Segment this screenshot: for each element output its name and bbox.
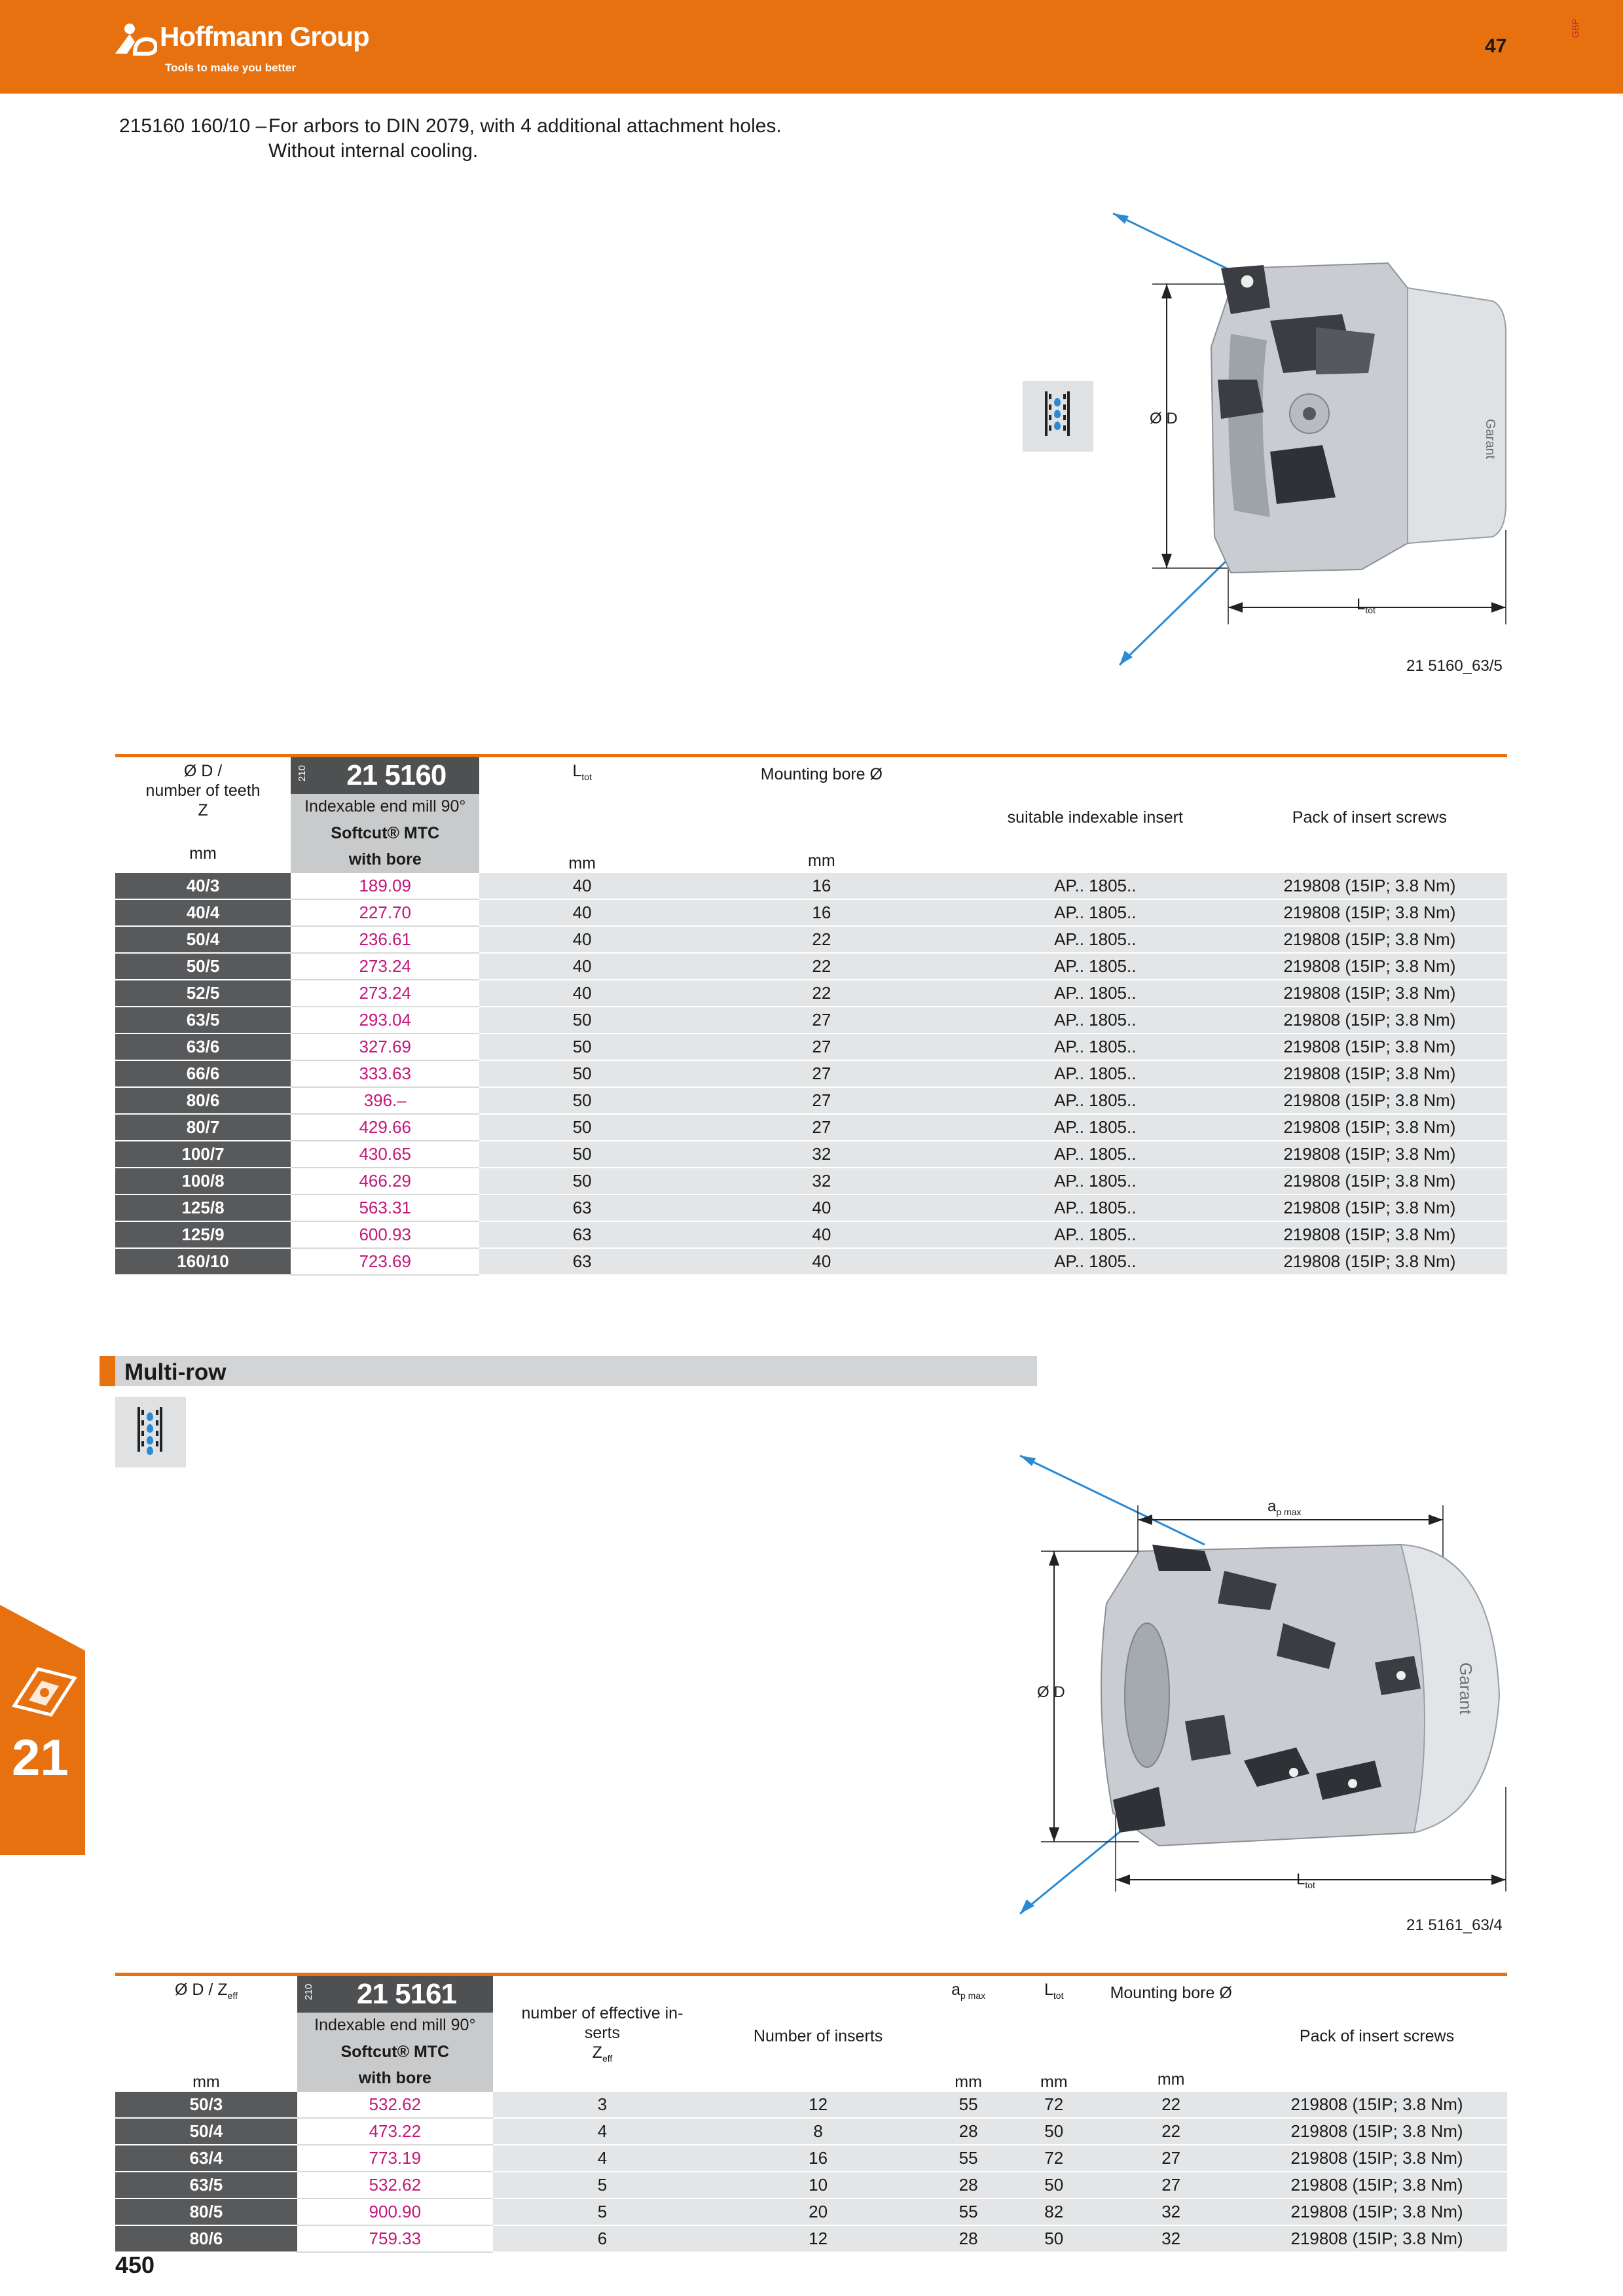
t2-head-inserts: Number of inserts bbox=[712, 1975, 924, 2092]
table-row bbox=[115, 2172, 1507, 2198]
table-row bbox=[115, 2225, 1507, 2252]
row-diameter: 52/5 bbox=[115, 980, 291, 1007]
row-insert: AP.. 1805.. bbox=[958, 980, 1232, 1007]
row-diameter: 125/9 bbox=[115, 1221, 291, 1248]
row-price: 429.66 bbox=[291, 1114, 479, 1141]
end-mill-figure-2 bbox=[1008, 1446, 1519, 1924]
row-bore: 40 bbox=[685, 1221, 958, 1248]
row-bore: 16 bbox=[685, 873, 958, 899]
table-row bbox=[115, 1060, 1507, 1087]
row-bore: 22 bbox=[1095, 2092, 1247, 2118]
row-screws: 219808 (15IP; 3.8 Nm) bbox=[1247, 2092, 1507, 2118]
row-insert: AP.. 1805.. bbox=[958, 926, 1232, 953]
table-row bbox=[115, 953, 1507, 980]
row-bore: 32 bbox=[1095, 2225, 1247, 2252]
row-diameter: 100/8 bbox=[115, 1168, 291, 1194]
row-effective: 5 bbox=[493, 2172, 712, 2198]
row-insert: AP.. 1805.. bbox=[958, 1168, 1232, 1194]
row-inserts: 20 bbox=[712, 2198, 924, 2225]
row-price: 600.93 bbox=[291, 1221, 479, 1248]
row-ap: 28 bbox=[924, 2225, 1012, 2252]
row-diameter: 40/4 bbox=[115, 899, 291, 926]
row-length: 50 bbox=[1012, 2172, 1095, 2198]
row-diameter: 100/7 bbox=[115, 1141, 291, 1168]
language-code: GBP bbox=[1570, 18, 1580, 38]
row-length: 40 bbox=[479, 926, 684, 953]
row-price: 327.69 bbox=[291, 1033, 479, 1060]
t2-head-ltot: $L_{tot}$ mm bbox=[1012, 1975, 1095, 2092]
row-screws: 219808 (15IP; 3.8 Nm) bbox=[1232, 926, 1507, 953]
table-row bbox=[115, 1007, 1507, 1033]
table-row bbox=[115, 1114, 1507, 1141]
table-row bbox=[115, 1168, 1507, 1194]
row-length: 50 bbox=[479, 1007, 684, 1033]
row-bore: 40 bbox=[685, 1248, 958, 1275]
figure-2-length-label: $L_{tot}$ bbox=[1296, 1871, 1315, 1890]
row-price: 189.09 bbox=[291, 873, 479, 899]
row-diameter: 50/5 bbox=[115, 953, 291, 980]
row-bore: 16 bbox=[685, 899, 958, 926]
figure-1-caption: 21 5160_63/5 bbox=[1406, 657, 1503, 675]
row-bore: 27 bbox=[685, 1007, 958, 1033]
table-row bbox=[115, 1033, 1507, 1060]
row-length: 50 bbox=[479, 1168, 684, 1194]
row-insert: AP.. 1805.. bbox=[958, 1060, 1232, 1087]
row-ap: 28 bbox=[924, 2172, 1012, 2198]
row-inserts: 12 bbox=[712, 2092, 924, 2118]
row-bore: 32 bbox=[685, 1141, 958, 1168]
row-length: 72 bbox=[1012, 2092, 1095, 2118]
table-row bbox=[115, 1248, 1507, 1275]
table-row bbox=[115, 2118, 1507, 2145]
row-diameter: 80/6 bbox=[115, 1087, 291, 1114]
row-effective: 5 bbox=[493, 2198, 712, 2225]
row-insert: AP.. 1805.. bbox=[958, 1221, 1232, 1248]
section-title: Multi-row bbox=[124, 1359, 227, 1385]
table-row bbox=[115, 873, 1507, 899]
row-diameter: 63/5 bbox=[115, 2172, 297, 2198]
row-bore: 32 bbox=[685, 1168, 958, 1194]
internal-cooling-icon bbox=[115, 1397, 186, 1467]
row-screws: 219808 (15IP; 3.8 Nm) bbox=[1232, 1141, 1507, 1168]
t1-head-screws: Pack of insert screws bbox=[1232, 756, 1507, 874]
row-ap: 55 bbox=[924, 2092, 1012, 2118]
row-price: 563.31 bbox=[291, 1194, 479, 1221]
row-bore: 27 bbox=[1095, 2145, 1247, 2172]
row-inserts: 12 bbox=[712, 2225, 924, 2252]
table-row bbox=[115, 899, 1507, 926]
row-inserts: 16 bbox=[712, 2145, 924, 2172]
t2-small-code: 210 bbox=[297, 1975, 320, 2013]
t1-small-code: 210 bbox=[291, 756, 313, 794]
row-length: 63 bbox=[479, 1248, 684, 1275]
row-screws: 219808 (15IP; 3.8 Nm) bbox=[1232, 980, 1507, 1007]
row-bore: 22 bbox=[1095, 2118, 1247, 2145]
row-screws: 219808 (15IP; 3.8 Nm) bbox=[1247, 2225, 1507, 2252]
t1-head-ltot: $L_{tot}$ mm bbox=[479, 756, 684, 874]
row-effective: 4 bbox=[493, 2145, 712, 2172]
row-diameter: 50/4 bbox=[115, 2118, 297, 2145]
row-screws: 219808 (15IP; 3.8 Nm) bbox=[1232, 1168, 1507, 1194]
row-insert: AP.. 1805.. bbox=[958, 953, 1232, 980]
row-length: 50 bbox=[479, 1141, 684, 1168]
row-screws: 219808 (15IP; 3.8 Nm) bbox=[1247, 2118, 1507, 2145]
row-screws: 219808 (15IP; 3.8 Nm) bbox=[1247, 2172, 1507, 2198]
figure-1-diameter-label: Ø D bbox=[1150, 410, 1178, 427]
row-length: 82 bbox=[1012, 2198, 1095, 2225]
row-bore: 40 bbox=[685, 1194, 958, 1221]
row-bore: 27 bbox=[1095, 2172, 1247, 2198]
row-insert: AP.. 1805.. bbox=[958, 873, 1232, 899]
row-length: 50 bbox=[1012, 2118, 1095, 2145]
row-insert: AP.. 1805.. bbox=[958, 1007, 1232, 1033]
row-insert: AP.. 1805.. bbox=[958, 1248, 1232, 1275]
row-screws: 219808 (15IP; 3.8 Nm) bbox=[1232, 1221, 1507, 1248]
row-insert: AP.. 1805.. bbox=[958, 1087, 1232, 1114]
table-row bbox=[115, 1087, 1507, 1114]
row-screws: 219808 (15IP; 3.8 Nm) bbox=[1232, 899, 1507, 926]
row-length: 40 bbox=[479, 873, 684, 899]
intro-code: 215160 160/10 – bbox=[119, 115, 267, 137]
figure-2-diameter-label: Ø D bbox=[1037, 1683, 1065, 1701]
row-length: 50 bbox=[1012, 2225, 1095, 2252]
t2-head-ap: $a_{p max}$ mm bbox=[924, 1975, 1012, 2092]
t2-head-screws: Pack of insert screws bbox=[1247, 1975, 1507, 2092]
figure-2-brand-mark: Garant bbox=[1456, 1662, 1476, 1715]
row-bore: 22 bbox=[685, 953, 958, 980]
row-screws: 219808 (15IP; 3.8 Nm) bbox=[1232, 1248, 1507, 1275]
row-ap: 55 bbox=[924, 2198, 1012, 2225]
row-ap: 28 bbox=[924, 2118, 1012, 2145]
t2-head-effective: number of effective in- serts $Z_{eff}$ bbox=[493, 1975, 712, 2092]
row-diameter: 66/6 bbox=[115, 1060, 291, 1087]
t2-desc-3: with bore bbox=[297, 2065, 493, 2092]
t1-desc-2: Softcut® MTC bbox=[291, 820, 479, 846]
intro-line-2: Without internal cooling. bbox=[268, 140, 479, 162]
brand-tagline: Tools to make you better bbox=[165, 62, 296, 74]
row-price: 473.22 bbox=[297, 2118, 493, 2145]
row-price: 430.65 bbox=[291, 1141, 479, 1168]
row-insert: AP.. 1805.. bbox=[958, 1114, 1232, 1141]
row-price: 466.29 bbox=[291, 1168, 479, 1194]
row-diameter: 80/7 bbox=[115, 1114, 291, 1141]
row-insert: AP.. 1805.. bbox=[958, 1194, 1232, 1221]
intro-line-1: For arbors to DIN 2079, with 4 additional attachment holes. bbox=[268, 115, 782, 137]
row-diameter: 63/5 bbox=[115, 1007, 291, 1033]
brand-name: Hoffmann Group bbox=[160, 21, 369, 52]
t1-desc-1: Indexable end mill 90° bbox=[291, 794, 479, 820]
row-price: 333.63 bbox=[291, 1060, 479, 1087]
row-price: 236.61 bbox=[291, 926, 479, 953]
figure-1-brand-mark: Garant bbox=[1483, 419, 1497, 459]
row-length: 63 bbox=[479, 1194, 684, 1221]
row-price: 273.24 bbox=[291, 980, 479, 1007]
table-row bbox=[115, 2198, 1507, 2225]
row-insert: AP.. 1805.. bbox=[958, 1141, 1232, 1168]
table-row bbox=[115, 926, 1507, 953]
row-effective: 3 bbox=[493, 2092, 712, 2118]
row-ap: 55 bbox=[924, 2145, 1012, 2172]
page-header bbox=[0, 0, 1623, 94]
figure-1-length-label: $L_{tot}$ bbox=[1357, 596, 1376, 615]
figure-2-ap-label: $a_{p max}$ bbox=[1267, 1498, 1302, 1517]
row-bore: 27 bbox=[685, 1060, 958, 1087]
row-price: 759.33 bbox=[297, 2225, 493, 2252]
page-number-top: 47 bbox=[1485, 35, 1507, 57]
row-diameter: 63/4 bbox=[115, 2145, 297, 2172]
table-row bbox=[115, 1141, 1507, 1168]
row-bore: 27 bbox=[685, 1087, 958, 1114]
row-diameter: 80/6 bbox=[115, 2225, 297, 2252]
row-screws: 219808 (15IP; 3.8 Nm) bbox=[1247, 2198, 1507, 2225]
page-number-bottom: 450 bbox=[115, 2251, 155, 2278]
t1-head-insert: suitable indexable insert bbox=[958, 756, 1232, 874]
row-bore: 32 bbox=[1095, 2198, 1247, 2225]
end-mill-figure-1 bbox=[1100, 203, 1519, 674]
row-price: 273.24 bbox=[291, 953, 479, 980]
row-length: 72 bbox=[1012, 2145, 1095, 2172]
row-diameter: 40/3 bbox=[115, 873, 291, 899]
row-screws: 219808 (15IP; 3.8 Nm) bbox=[1232, 1060, 1507, 1087]
hoffmann-logo-icon bbox=[113, 22, 157, 56]
row-price: 773.19 bbox=[297, 2145, 493, 2172]
row-length: 40 bbox=[479, 899, 684, 926]
row-screws: 219808 (15IP; 3.8 Nm) bbox=[1232, 1087, 1507, 1114]
row-diameter: 125/8 bbox=[115, 1194, 291, 1221]
t2-head-diameter: Ø D / $Z_{eff}$ mm bbox=[115, 1975, 297, 2092]
t1-head-diameter: Ø D / number of teeth Z mm bbox=[115, 756, 291, 874]
row-price: 532.62 bbox=[297, 2092, 493, 2118]
row-screws: 219808 (15IP; 3.8 Nm) bbox=[1232, 1194, 1507, 1221]
row-length: 50 bbox=[479, 1060, 684, 1087]
row-diameter: 50/4 bbox=[115, 926, 291, 953]
product-intro bbox=[119, 114, 782, 164]
table-215160 bbox=[115, 754, 1507, 1276]
row-length: 40 bbox=[479, 980, 684, 1007]
table-row bbox=[115, 980, 1507, 1007]
row-price: 900.90 bbox=[297, 2198, 493, 2225]
row-inserts: 8 bbox=[712, 2118, 924, 2145]
row-price: 532.62 bbox=[297, 2172, 493, 2198]
no-internal-cooling-icon bbox=[1023, 381, 1093, 452]
row-screws: 219808 (15IP; 3.8 Nm) bbox=[1232, 873, 1507, 899]
table-row bbox=[115, 2145, 1507, 2172]
row-bore: 27 bbox=[685, 1114, 958, 1141]
row-screws: 219808 (15IP; 3.8 Nm) bbox=[1232, 1033, 1507, 1060]
t2-head-bore: Mounting bore Ø mm bbox=[1095, 1975, 1247, 2092]
figure-2-caption: 21 5161_63/4 bbox=[1406, 1916, 1503, 1934]
row-price: 293.04 bbox=[291, 1007, 479, 1033]
t2-product-code: 21 5161 bbox=[320, 1975, 493, 2013]
row-diameter: 63/6 bbox=[115, 1033, 291, 1060]
table-row bbox=[115, 1221, 1507, 1248]
row-bore: 27 bbox=[685, 1033, 958, 1060]
row-price: 227.70 bbox=[291, 899, 479, 926]
row-insert: AP.. 1805.. bbox=[958, 1033, 1232, 1060]
t1-head-bore: Mounting bore Ø mm bbox=[685, 756, 958, 874]
row-bore: 22 bbox=[685, 926, 958, 953]
row-diameter: 80/5 bbox=[115, 2198, 297, 2225]
t1-desc-3: with bore bbox=[291, 846, 479, 873]
row-length: 50 bbox=[479, 1033, 684, 1060]
row-length: 40 bbox=[479, 953, 684, 980]
t1-product-code: 21 5160 bbox=[313, 756, 479, 794]
row-inserts: 10 bbox=[712, 2172, 924, 2198]
row-length: 50 bbox=[479, 1087, 684, 1114]
row-screws: 219808 (15IP; 3.8 Nm) bbox=[1247, 2145, 1507, 2172]
row-length: 50 bbox=[479, 1114, 684, 1141]
row-screws: 219808 (15IP; 3.8 Nm) bbox=[1232, 1114, 1507, 1141]
row-effective: 4 bbox=[493, 2118, 712, 2145]
row-screws: 219808 (15IP; 3.8 Nm) bbox=[1232, 953, 1507, 980]
t2-desc-1: Indexable end mill 90° bbox=[297, 2013, 493, 2039]
chapter-number: 21 bbox=[12, 1729, 69, 1786]
row-length: 63 bbox=[479, 1221, 684, 1248]
table-row bbox=[115, 1194, 1507, 1221]
t2-desc-2: Softcut® MTC bbox=[297, 2039, 493, 2065]
row-price: 396.– bbox=[291, 1087, 479, 1114]
row-diameter: 50/3 bbox=[115, 2092, 297, 2118]
row-bore: 22 bbox=[685, 980, 958, 1007]
table-row bbox=[115, 2092, 1507, 2118]
row-screws: 219808 (15IP; 3.8 Nm) bbox=[1232, 1007, 1507, 1033]
row-insert: AP.. 1805.. bbox=[958, 899, 1232, 926]
row-diameter: 160/10 bbox=[115, 1248, 291, 1275]
row-price: 723.69 bbox=[291, 1248, 479, 1275]
table-215161 bbox=[115, 1973, 1507, 2253]
row-effective: 6 bbox=[493, 2225, 712, 2252]
section-multi-row bbox=[100, 1356, 1037, 1386]
